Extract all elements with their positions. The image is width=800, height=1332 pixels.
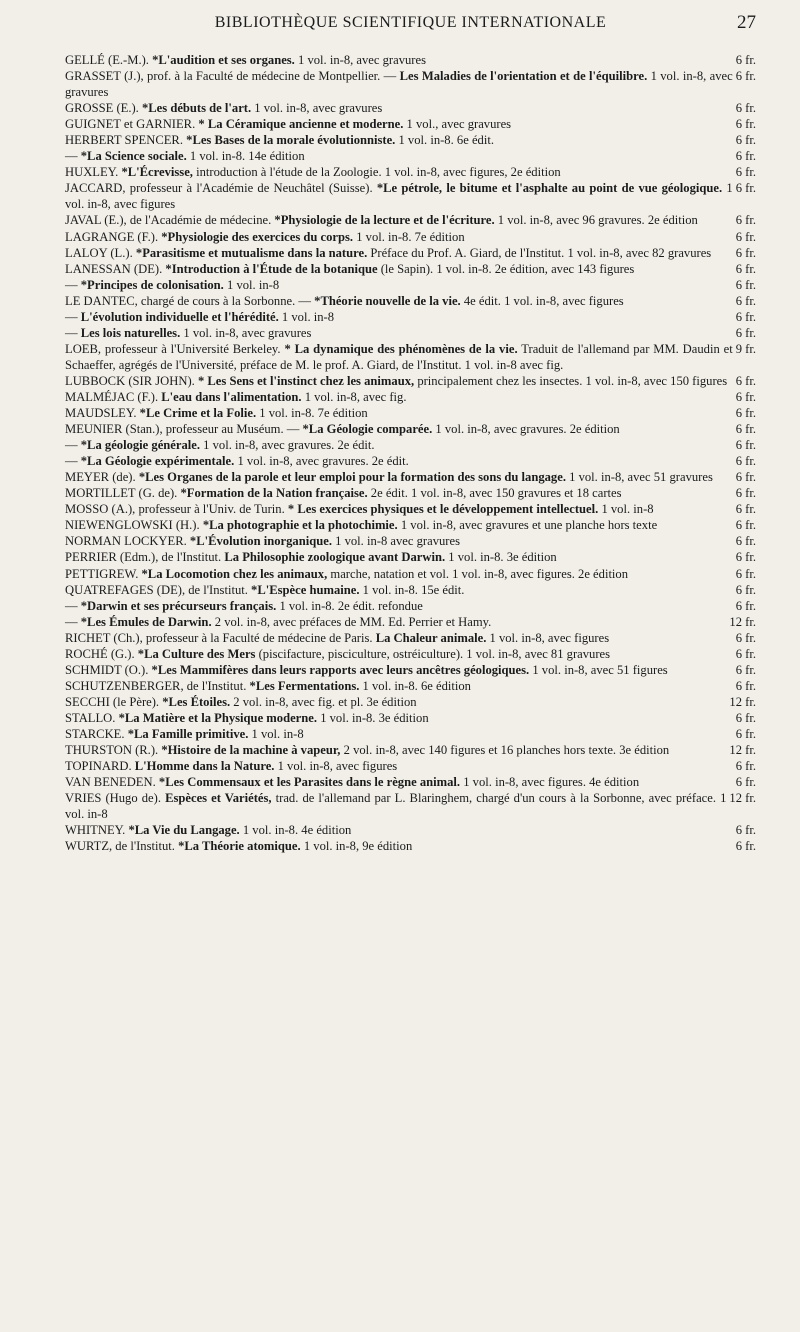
catalog-entry bbox=[65, 549, 756, 565]
entry-title: *Les débuts de l'art. bbox=[141, 101, 252, 116]
entry-title: *La Science sociale. bbox=[80, 149, 187, 164]
entry-description: 1 vol. in-8 bbox=[227, 277, 280, 292]
entry-title: *La Vie du Langage. bbox=[128, 823, 240, 838]
entry-author: WURTZ, de l'Institut. bbox=[65, 839, 175, 854]
catalog-entry bbox=[65, 421, 756, 437]
entry-price: 12 fr. bbox=[729, 694, 756, 709]
catalog-entry bbox=[65, 277, 756, 293]
entry-price: 9 fr. bbox=[735, 341, 756, 356]
catalog-entry bbox=[65, 582, 756, 598]
entry-title: *La Culture des Mers bbox=[137, 646, 256, 661]
entry-title: *Darwin et ses précurseurs français. bbox=[80, 598, 277, 613]
entry-title: * Les exercices physiques et le développement intellectuel. bbox=[287, 502, 599, 517]
entry-price: 6 fr. bbox=[735, 293, 756, 308]
entry-title: *L'Écrevisse, bbox=[121, 165, 193, 180]
entry-price: 6 fr. bbox=[735, 406, 756, 421]
entry-title: *La Théorie atomique. bbox=[178, 839, 301, 854]
entry-description: Traduit de l'allemand par MM. Daudin et Schaeffer, agrégés de l'Université, préface de M. le prof. A. Giard, de l'Institut. 1 vol. in-8 avec fig. bbox=[65, 341, 733, 372]
catalog-entry bbox=[65, 132, 756, 148]
entry-title: *Histoire de la machine à vapeur, bbox=[161, 743, 341, 758]
catalog-entry bbox=[65, 373, 756, 389]
entry-price: 6 fr. bbox=[735, 149, 756, 164]
entry-price: 6 fr. bbox=[735, 566, 756, 581]
entry-title: La Chaleur animale. bbox=[375, 630, 487, 645]
entry-author: — bbox=[65, 598, 78, 613]
entry-title: *Le pétrole, le bitume et l'asphalte au point de vue géologique. bbox=[376, 181, 723, 196]
catalog-entry bbox=[65, 710, 756, 726]
catalog-entry bbox=[65, 598, 756, 614]
entry-description: 1 vol. in-8. 6e édit. bbox=[398, 133, 494, 148]
entry-author: TOPINARD. bbox=[65, 759, 132, 774]
entry-title: Les lois naturelles. bbox=[80, 325, 181, 340]
entry-author: PETTIGREW. bbox=[65, 566, 139, 581]
entry-price: 6 fr. bbox=[735, 325, 756, 340]
entry-price: 6 fr. bbox=[735, 53, 756, 67]
entry-author: HUXLEY. bbox=[65, 165, 119, 180]
entry-description: 4e édit. 1 vol. in-8, avec figures bbox=[463, 293, 624, 308]
entry-price: 6 fr. bbox=[735, 389, 756, 404]
entry-price: 6 fr. bbox=[735, 438, 756, 453]
entry-author: — bbox=[65, 325, 78, 340]
catalog-entry bbox=[65, 229, 756, 245]
catalog-entry bbox=[65, 758, 756, 774]
entry-author: RICHET (Ch.), professeur à la Faculté de médecine de Paris. bbox=[65, 630, 373, 645]
running-title: BIBLIOTHÈQUE SCIENTIFIQUE INTERNATIONALE bbox=[214, 14, 607, 31]
entry-author: VAN BENEDEN. bbox=[65, 775, 156, 790]
entry-author: GUIGNET et GARNIER. bbox=[65, 117, 196, 132]
catalog-entry bbox=[65, 485, 756, 501]
entry-author: HERBERT SPENCER. bbox=[65, 133, 183, 148]
entry-price: 12 fr. bbox=[729, 791, 756, 806]
entry-price: 6 fr. bbox=[735, 486, 756, 501]
entry-description: 1 vol. in-8. 4e édition bbox=[242, 823, 352, 838]
catalog-entry bbox=[65, 52, 756, 68]
catalog-entry bbox=[65, 742, 756, 758]
entry-title: *L'Évolution inorganique. bbox=[189, 534, 332, 549]
catalog-entry bbox=[65, 566, 756, 582]
entry-description: 1 vol. in-8. 2e édit. refondue bbox=[279, 598, 423, 613]
entry-author: NORMAN LOCKYER. bbox=[65, 534, 187, 549]
entry-title: Les Maladies de l'orientation et de l'équilibre. bbox=[399, 69, 648, 84]
entry-description: 1 vol. in-8, avec 96 gravures. 2e édition bbox=[497, 213, 698, 228]
entry-description: 1 vol. in-8, avec gravures bbox=[65, 69, 733, 100]
entry-author: — bbox=[65, 614, 78, 629]
entry-title: *La Matière et la Physique moderne. bbox=[118, 710, 318, 725]
entry-title: *Les Commensaux et les Parasites dans le règne animal. bbox=[158, 775, 461, 790]
entry-description: 1 vol. in-8. 7e édition bbox=[356, 229, 465, 244]
entry-price: 6 fr. bbox=[735, 277, 756, 292]
entry-title: *Principes de colonisation. bbox=[80, 277, 224, 292]
entry-title: *Théorie nouvelle de la vie. bbox=[314, 293, 461, 308]
entry-title: *Physiologie de la lecture et de l'écriture. bbox=[274, 213, 495, 228]
catalog-entry bbox=[65, 822, 756, 838]
entry-description: 1 vol. in-8, avec gravures. 2e édit. bbox=[237, 454, 409, 469]
catalog-entry bbox=[65, 662, 756, 678]
entry-price: 6 fr. bbox=[735, 165, 756, 180]
entry-author: LUBBOCK (SIR JOHN). bbox=[65, 373, 195, 388]
catalog-list bbox=[65, 52, 756, 854]
entry-description: 1 vol. in-8, avec gravures. 2e édit. bbox=[203, 438, 375, 453]
catalog-entry bbox=[65, 245, 756, 261]
entry-author: — bbox=[65, 309, 78, 324]
entry-author: GRASSET (J.), prof. à la Faculté de médecine de Montpellier. — bbox=[65, 69, 397, 84]
entry-author: — bbox=[65, 149, 78, 164]
entry-author: JAVAL (E.), de l'Académie de médecine. bbox=[65, 213, 272, 228]
entry-description: 1 vol. in-8 bbox=[251, 726, 304, 741]
entry-description: 1 vol. in-8, avec figures bbox=[277, 759, 398, 774]
entry-author: SECCHI (le Père). bbox=[65, 694, 160, 709]
entry-title: * La dynamique des phénomènes de la vie. bbox=[284, 341, 518, 356]
entry-price: 6 fr. bbox=[735, 69, 756, 84]
catalog-entry bbox=[65, 389, 756, 405]
entry-author: GROSSE (E.). bbox=[65, 101, 139, 116]
page-header bbox=[65, 8, 756, 40]
entry-price: 6 fr. bbox=[735, 775, 756, 790]
entry-price: 6 fr. bbox=[735, 454, 756, 469]
entry-description: 1 vol. in-8, avec gravures bbox=[183, 325, 312, 340]
entry-price: 6 fr. bbox=[735, 470, 756, 485]
entry-description: (piscifacture, pisciculture, ostréiculture). 1 vol. in-8, avec 81 gravures bbox=[258, 646, 611, 661]
entry-price: 6 fr. bbox=[735, 710, 756, 725]
entry-description: 1 vol. in-8 bbox=[601, 502, 654, 517]
catalog-entry bbox=[65, 180, 756, 212]
entry-title: *L'audition et ses organes. bbox=[152, 53, 295, 67]
entry-description: 1 vol. in-8, avec figures. 4e édition bbox=[463, 775, 640, 790]
entry-description: 2 vol. in-8, avec 140 figures et 16 planches hors texte. 3e édition bbox=[343, 743, 670, 758]
entry-author: PERRIER (Edm.), de l'Institut. bbox=[65, 550, 222, 565]
catalog-entry bbox=[65, 646, 756, 662]
entry-price: 12 fr. bbox=[729, 743, 756, 758]
entry-price: 6 fr. bbox=[735, 117, 756, 132]
catalog-entry bbox=[65, 148, 756, 164]
entry-description: 1 vol. in-8, avec gravures bbox=[298, 53, 426, 67]
entry-author: MORTILLET (G. de). bbox=[65, 486, 178, 501]
entry-author: — bbox=[65, 454, 78, 469]
entry-author: QUATREFAGES (DE), de l'Institut. bbox=[65, 582, 248, 597]
entry-price: 6 fr. bbox=[735, 823, 756, 838]
entry-author: MAUDSLEY. bbox=[65, 406, 137, 421]
page-number: 27 bbox=[737, 12, 756, 33]
catalog-entry bbox=[65, 517, 756, 533]
entry-description: 1 vol. in-8, avec gravures bbox=[254, 101, 383, 116]
entry-title: *Introduction à l'Étude de la botanique bbox=[165, 261, 378, 276]
entry-description: 1 vol., avec gravures bbox=[406, 117, 512, 132]
entry-author: SCHMIDT (O.). bbox=[65, 662, 149, 677]
entry-description: 1 vol. in-8. 3e édition bbox=[320, 710, 429, 725]
entry-price: 6 fr. bbox=[735, 101, 756, 116]
catalog-entry bbox=[65, 293, 756, 309]
entry-price: 12 fr. bbox=[729, 614, 756, 629]
entry-author: LANESSAN (DE). bbox=[65, 261, 163, 276]
catalog-entry bbox=[65, 341, 756, 373]
entry-author: NIEWENGLOWSKI (H.). bbox=[65, 518, 200, 533]
entry-title: *La géologie générale. bbox=[80, 438, 201, 453]
entry-price: 6 fr. bbox=[735, 133, 756, 148]
entry-author: LALOY (L.). bbox=[65, 245, 133, 260]
entry-title: *Le Crime et la Folie. bbox=[139, 406, 257, 421]
entry-price: 6 fr. bbox=[735, 261, 756, 276]
catalog-entry bbox=[65, 694, 756, 710]
entry-price: 6 fr. bbox=[735, 373, 756, 388]
catalog-entry bbox=[65, 469, 756, 485]
entry-author: SCHUTZENBERGER, de l'Institut. bbox=[65, 678, 247, 693]
entry-description: Préface du Prof. A. Giard, de l'Institut. 1 vol. in-8, avec 82 gravures bbox=[370, 245, 712, 260]
entry-title: *La Famille primitive. bbox=[127, 726, 249, 741]
entry-title: *Physiologie des exercices du corps. bbox=[161, 229, 354, 244]
entry-price: 6 fr. bbox=[735, 662, 756, 677]
catalog-entry bbox=[65, 325, 756, 341]
entry-description: trad. de l'allemand par L. Blaringhem, chargé d'un cours à la Sorbonne, avec préface. 1 vol. in-8 bbox=[65, 791, 727, 822]
entry-price: 6 fr. bbox=[735, 181, 756, 196]
entry-title: *Formation de la Nation française. bbox=[180, 486, 368, 501]
catalog-entry bbox=[65, 261, 756, 277]
entry-author: STARCKE. bbox=[65, 726, 125, 741]
catalog-entry bbox=[65, 437, 756, 453]
entry-title: *La Locomotion chez les animaux, bbox=[141, 566, 328, 581]
entry-price: 6 fr. bbox=[735, 518, 756, 533]
entry-author: VRIES (Hugo de). bbox=[65, 791, 161, 806]
entry-price: 6 fr. bbox=[735, 630, 756, 645]
entry-title: *Les Émules de Darwin. bbox=[80, 614, 212, 629]
entry-description: 1 vol. in-8 avec gravures bbox=[335, 534, 460, 549]
entry-author: — bbox=[65, 438, 78, 453]
catalog-entry bbox=[65, 774, 756, 790]
entry-description: 1 vol. in-8, avec fig. bbox=[304, 389, 407, 404]
entry-title: La Philosophie zoologique avant Darwin. bbox=[224, 550, 446, 565]
entry-title: *Parasitisme et mutualisme dans la nature. bbox=[135, 245, 368, 260]
catalog-entry bbox=[65, 501, 756, 517]
entry-title: L'eau dans l'alimentation. bbox=[161, 389, 302, 404]
entry-price: 6 fr. bbox=[735, 759, 756, 774]
entry-description: 2e édit. 1 vol. in-8, avec 150 gravures et 18 cartes bbox=[370, 486, 622, 501]
entry-description: 1 vol. in-8, avec 51 figures bbox=[532, 662, 668, 677]
entry-description: 2 vol. in-8, avec préfaces de MM. Ed. Perrier et Hamy. bbox=[214, 614, 492, 629]
entry-price: 6 fr. bbox=[735, 582, 756, 597]
entry-author: MEYER (de). bbox=[65, 470, 136, 485]
entry-price: 6 fr. bbox=[735, 726, 756, 741]
entry-author: LOEB, professeur à l'Université Berkeley. bbox=[65, 341, 281, 356]
entry-price: 6 fr. bbox=[735, 422, 756, 437]
entry-description: 1 vol. in-8, 9e édition bbox=[303, 839, 413, 854]
catalog-entry bbox=[65, 630, 756, 646]
entry-price: 6 fr. bbox=[735, 245, 756, 260]
entry-price: 6 fr. bbox=[735, 534, 756, 549]
entry-title: *La Géologie expérimentale. bbox=[80, 454, 235, 469]
entry-author: LE DANTEC, chargé de cours à la Sorbonne. — bbox=[65, 293, 311, 308]
entry-author: WHITNEY. bbox=[65, 823, 126, 838]
entry-author: ROCHÉ (G.). bbox=[65, 646, 135, 661]
entry-description: 1 vol. in-8, avec figures bbox=[489, 630, 610, 645]
entry-price: 6 fr. bbox=[735, 550, 756, 565]
entry-price: 6 fr. bbox=[735, 598, 756, 613]
entry-title: *Les Fermentations. bbox=[249, 678, 360, 693]
entry-price: 6 fr. bbox=[735, 839, 756, 854]
catalog-entry bbox=[65, 678, 756, 694]
catalog-entry bbox=[65, 838, 756, 854]
entry-title: *Les Bases de la morale évolutionniste. bbox=[186, 133, 396, 148]
entry-title: *L'Espèce humaine. bbox=[251, 582, 360, 597]
entry-author: MEUNIER (Stan.), professeur au Muséum. — bbox=[65, 422, 300, 437]
catalog-entry bbox=[65, 726, 756, 742]
entry-price: 6 fr. bbox=[735, 502, 756, 517]
entry-title: L'Homme dans la Nature. bbox=[134, 759, 275, 774]
entry-author: MOSSO (A.), professeur à l'Univ. de Turin. bbox=[65, 502, 285, 517]
entry-title: * La Céramique ancienne et moderne. bbox=[198, 117, 404, 132]
catalog-entry bbox=[65, 309, 756, 325]
entry-description: 2 vol. in-8, avec fig. et pl. 3e édition bbox=[233, 694, 417, 709]
catalog-entry bbox=[65, 68, 756, 100]
entry-title: Espèces et Variétés, bbox=[165, 791, 272, 806]
entry-description: 1 vol. in-8, avec 51 gravures bbox=[569, 470, 713, 485]
entry-description: 1 vol. in-8. 7e édition bbox=[259, 406, 368, 421]
entry-description: 1 vol. in-8. 6e édition bbox=[362, 678, 471, 693]
entry-title: *Les Mammifères dans leurs rapports avec leurs ancêtres géologiques. bbox=[151, 662, 530, 677]
entry-author: THURSTON (R.). bbox=[65, 743, 159, 758]
catalog-entry bbox=[65, 100, 756, 116]
catalog-entry bbox=[65, 790, 756, 822]
entry-author: — bbox=[65, 277, 78, 292]
catalog-entry bbox=[65, 453, 756, 469]
entry-price: 6 fr. bbox=[735, 309, 756, 324]
entry-author: GELLÉ (E.-M.). bbox=[65, 53, 149, 67]
entry-description: 1 vol. in-8. 3e édition bbox=[448, 550, 557, 565]
entry-title: *La photographie et la photochimie. bbox=[202, 518, 398, 533]
entry-description: 1 vol. in-8, avec gravures. 2e édition bbox=[435, 422, 620, 437]
catalog-entry bbox=[65, 116, 756, 132]
entry-price: 6 fr. bbox=[735, 646, 756, 661]
entry-description: 1 vol. in-8. 14e édition bbox=[189, 149, 305, 164]
catalog-entry bbox=[65, 614, 756, 630]
catalog-entry bbox=[65, 533, 756, 549]
entry-title: *Les Étoiles. bbox=[162, 694, 231, 709]
entry-description: marche, natation et vol. 1 vol. in-8, avec figures. 2e édition bbox=[330, 566, 629, 581]
catalog-entry bbox=[65, 212, 756, 228]
entry-description: 1 vol. in-8, avec gravures et une planche hors texte bbox=[400, 518, 658, 533]
entry-price: 6 fr. bbox=[735, 229, 756, 244]
entry-description: introduction à l'étude de la Zoologie. 1 vol. in-8, avec figures, 2e édition bbox=[196, 165, 561, 180]
entry-description: 1 vol. in-8, avec figures bbox=[65, 181, 733, 212]
entry-author: JACCARD, professeur à l'Académie de Neuchâtel (Suisse). bbox=[65, 181, 373, 196]
entry-author: LAGRANGE (F.). bbox=[65, 229, 159, 244]
entry-description: 1 vol. in-8 bbox=[281, 309, 335, 324]
catalog-entry bbox=[65, 405, 756, 421]
entry-price: 6 fr. bbox=[735, 213, 756, 228]
entry-title: *Les Organes de la parole et leur emploi pour la formation des sons du langage. bbox=[138, 470, 566, 485]
entry-description: (le Sapin). 1 vol. in-8. 2e édition, avec 143 figures bbox=[380, 261, 635, 276]
entry-title: L'évolution individuelle et l'hérédité. bbox=[80, 309, 279, 324]
entry-title: *La Géologie comparée. bbox=[302, 422, 433, 437]
entry-price: 6 fr. bbox=[735, 678, 756, 693]
entry-title: * Les Sens et l'instinct chez les animaux, bbox=[197, 373, 415, 388]
entry-description: principalement chez les insectes. 1 vol. in-8, avec 150 figures bbox=[417, 373, 728, 388]
catalog-entry bbox=[65, 164, 756, 180]
entry-author: STALLO. bbox=[65, 710, 116, 725]
entry-author: MALMÉJAC (F.). bbox=[65, 389, 159, 404]
entry-description: 1 vol. in-8. 15e édit. bbox=[362, 582, 465, 597]
